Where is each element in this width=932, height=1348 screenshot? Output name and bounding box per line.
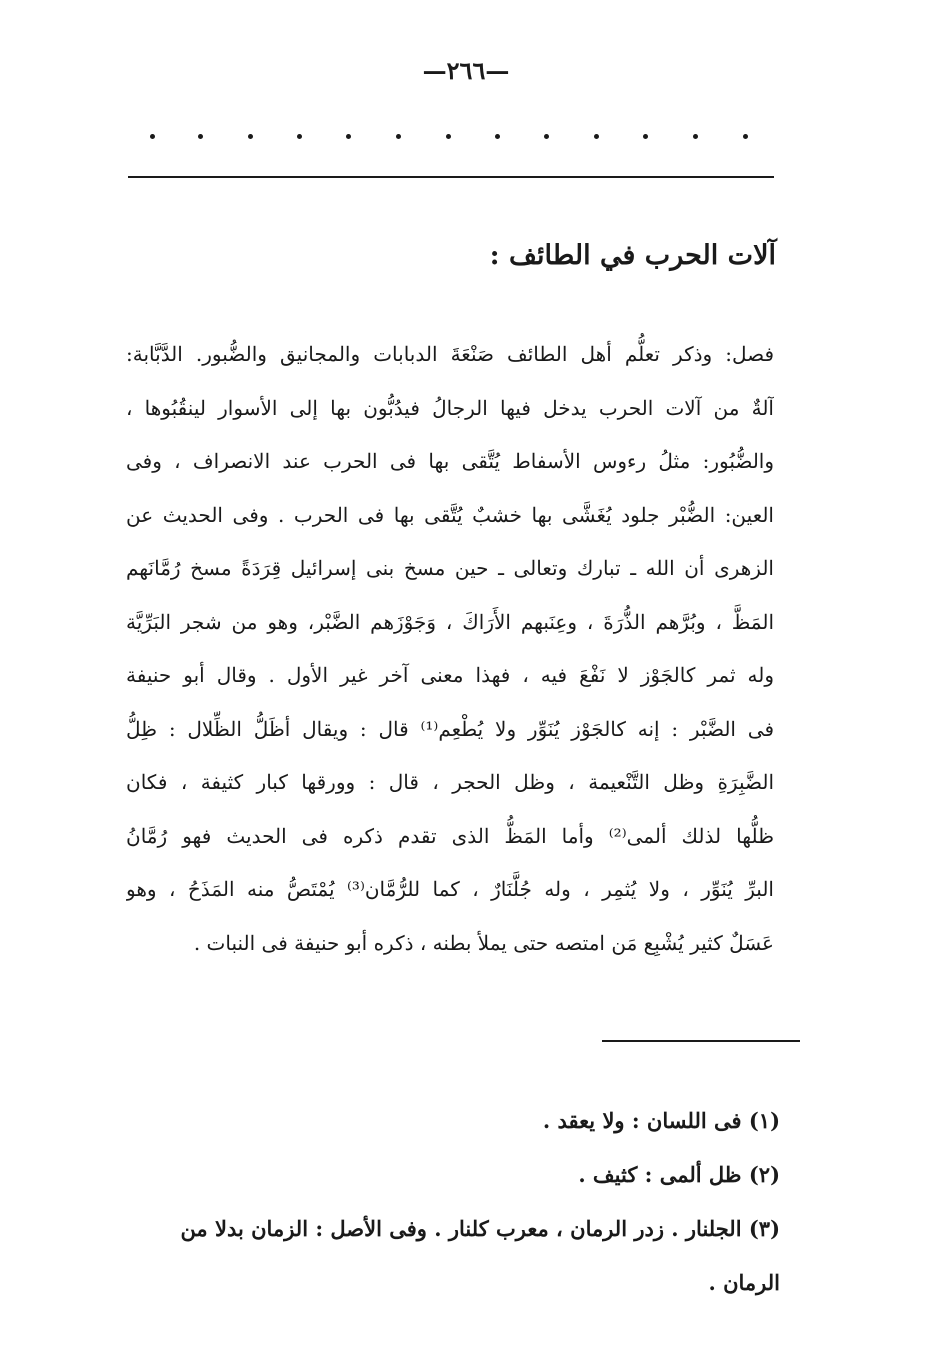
divider-dot [248, 134, 253, 139]
section-heading: آلات الحرب في الطائف : [489, 240, 776, 271]
footnote-2: (٢) ظل ألمى : كثيف . [578, 1162, 780, 1187]
body-line: العين: الضُّبْر جلود يُغَشَّى بها خشبٌ يُتَّقى بها فى الحرب . وفى الحديث عن [126, 502, 774, 527]
divider-dot [643, 134, 648, 139]
divider-dot [346, 134, 351, 139]
ornamental-dot-divider [150, 128, 760, 148]
divider-dot [198, 134, 203, 139]
page-number: —٢٦٦— [422, 56, 510, 85]
body-line: البرِّ يُنَوِّر ، ولا يُثمِر ، وله جُلَّنَارٌ ، كما للرُّمَّان⁽³⁾ يُمْتَصُّ منه المَذَحُ ، وهو [126, 877, 774, 901]
divider-dot [594, 134, 599, 139]
header-rule [128, 176, 774, 178]
divider-dot [297, 134, 302, 139]
footnotes [120, 1094, 780, 1310]
body-line: فى الضَّبْر : إنه كالجَوْز يُنَوِّر ولا يُطْعِم⁽¹⁾ قال : ويقال أظَلُّ الظِّلال : ظِلُّ [126, 716, 774, 741]
footnote-3: (٣) الجلنار . زدر الرمان ، معرب كلنار . وفى الأصل : الزمان بدلا من الرمان . [180, 1216, 780, 1295]
body-line: وله ثمر كالجَوْز لا نَفْعَ فيه ، فهذا معنى آخر غير الأول . وقال أبو حنيفة [126, 663, 774, 687]
footnote-1: (١) فى اللسان : ولا يعقد . [542, 1108, 780, 1133]
body-line: المَظَّ ، وبُرَّهم الذُّرَةَ ، وعِنَبهم الأَرَاكَ ، وَجَوْزَهم الضَّبْر، وهو من شجر البَرِّيَّة [126, 609, 774, 634]
footnote-separator [602, 1040, 800, 1042]
body-text [126, 328, 774, 970]
divider-dot [693, 134, 698, 139]
body-line: عَسَلٌ كثير يُشْبِع مَن امتصه حتى يملأ بطنه ، ذكره أبو حنيفة فى النبات . [193, 930, 774, 955]
divider-dot [396, 134, 401, 139]
body-line: آلةٌ من آلات الحرب يدخل فيها الرجالُ فيدُبُّون بها إلى الأسوار لينقُبُوها ، [126, 395, 774, 420]
divider-dot [150, 134, 155, 139]
divider-dot [544, 134, 549, 139]
body-line: فصل: وذكر تعلُّم أهل الطائف صَنْعَةَ الدبابات والمجانيق والضُّبور. الدَّبَّابة: [126, 342, 774, 366]
body-line: ظلُّها لذلك ألمى⁽²⁾ وأما المَظُّ الذى تقدم ذكره فى الحديث فهو رُمَّانُ [126, 823, 774, 848]
body-line: الضَّبِرَةِ وظل التَّنْعيمة ، وظل الحجر ، قال : وورقها كبار كثيفة ، فكان [126, 770, 774, 794]
divider-dot [495, 134, 500, 139]
divider-dot [446, 134, 451, 139]
divider-dot [743, 134, 748, 139]
body-line: والضُّبُور: مثلُ رءوس الأسفاط يُتَّقى بها فى الحرب عند الانصراف ، وفى [126, 449, 774, 473]
body-line: الزهرى أن الله ـ تبارك وتعالى ـ حين مسخ بنى إسرائيل قِرَدَةً مسخ رُمَّانَهم [126, 556, 774, 580]
